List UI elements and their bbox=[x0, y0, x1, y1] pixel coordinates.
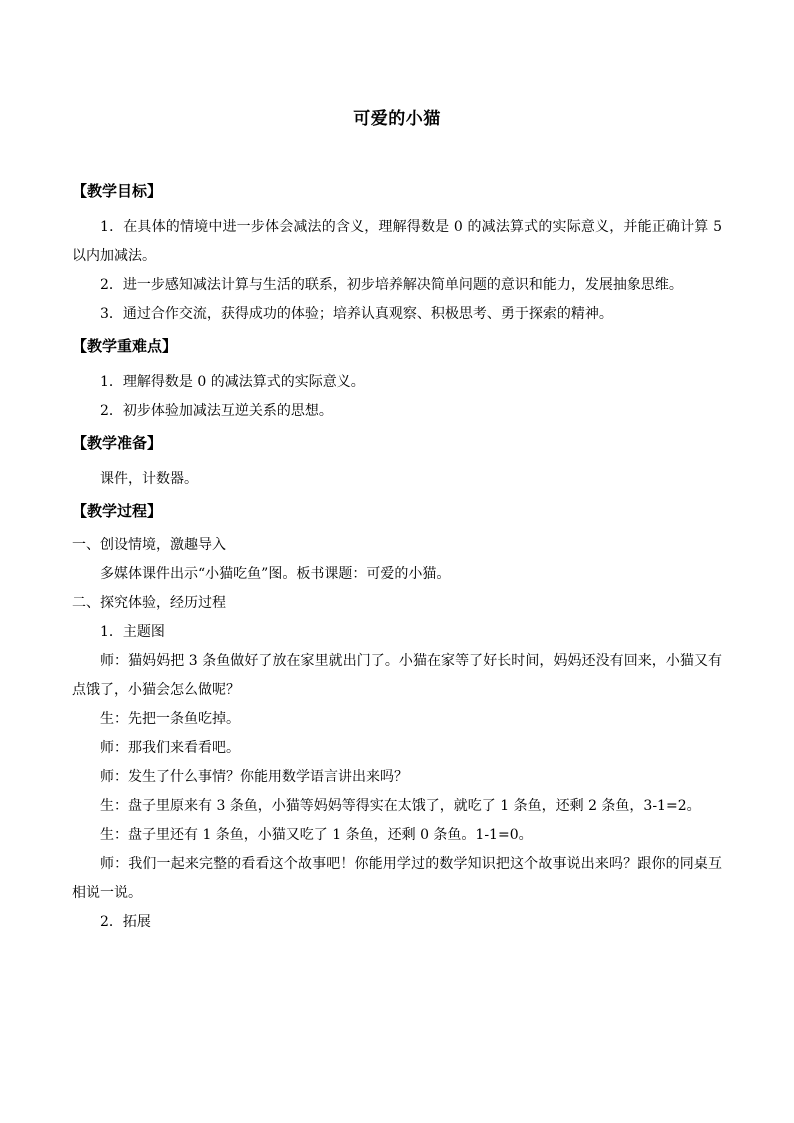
dialogue-line: 师：我们一起来完整的看看这个故事吧！你能用学过的数学知识把这个故事说出来吗？跟你的同桌互相说一说。 bbox=[72, 856, 722, 901]
dialogue-line: 生：盘子里原来有 3 条鱼，小猫等妈妈等得实在太饿了，就吃了 1 条鱼，还剩 2 条鱼，3-1=2。 bbox=[100, 798, 701, 814]
process-part1-title: 一、创设情境，激趣导入 bbox=[72, 537, 226, 553]
section-heading-preparation: 【教学准备】 bbox=[72, 434, 163, 452]
section-heading-key-points: 【教学重难点】 bbox=[72, 337, 178, 355]
process-part1-text: 多媒体课件出示“小猫吃鱼”图。板书课题：可爱的小猫。 bbox=[100, 566, 451, 582]
process-part2-title: 二、探究体验，经历过程 bbox=[72, 595, 226, 611]
process-sub1-title: 1．主题图 bbox=[100, 624, 165, 640]
page-title: 可爱的小猫 bbox=[353, 109, 441, 129]
goal-item: 3．通过合作交流，获得成功的体验；培养认真观察、积极思考、勇于探索的精神。 bbox=[100, 306, 613, 322]
key-point-item: 1．理解得数是 0 的减法算式的实际意义。 bbox=[100, 374, 365, 390]
dialogue-line: 师：那我们来看看吧。 bbox=[100, 740, 240, 756]
goal-item: 1．在具体的情境中进一步体会减法的含义，理解得数是 0 的减法算式的实际意义，并能正确计算 5 以内加减法。 bbox=[72, 219, 722, 264]
goal-item: 2．进一步感知减法计算与生活的联系，初步培养解决简单问题的意识和能力，发展抽象思维。 bbox=[100, 277, 683, 293]
key-point-item: 2．初步体验加减法互逆关系的思想。 bbox=[100, 403, 333, 419]
dialogue-line: 师：发生了什么事情？你能用数学语言讲出来吗？ bbox=[100, 769, 408, 785]
preparation-text: 课件，计数器。 bbox=[100, 471, 198, 487]
section-heading-process: 【教学过程】 bbox=[72, 502, 163, 520]
dialogue-line: 生：先把一条鱼吃掉。 bbox=[100, 711, 240, 727]
section-heading-goals: 【教学目标】 bbox=[72, 182, 163, 200]
document-body bbox=[72, 174, 722, 937]
process-sub2-title: 2．拓展 bbox=[100, 914, 151, 930]
dialogue-line: 生：盘子里还有 1 条鱼，小猫又吃了 1 条鱼，还剩 0 条鱼。1-1=0。 bbox=[100, 827, 533, 843]
dialogue-line: 师：猫妈妈把 3 条鱼做好了放在家里就出门了。小猫在家等了好长时间，妈妈还没有回来，小猫又有点饿了，小猫会怎么做呢？ bbox=[72, 653, 722, 698]
